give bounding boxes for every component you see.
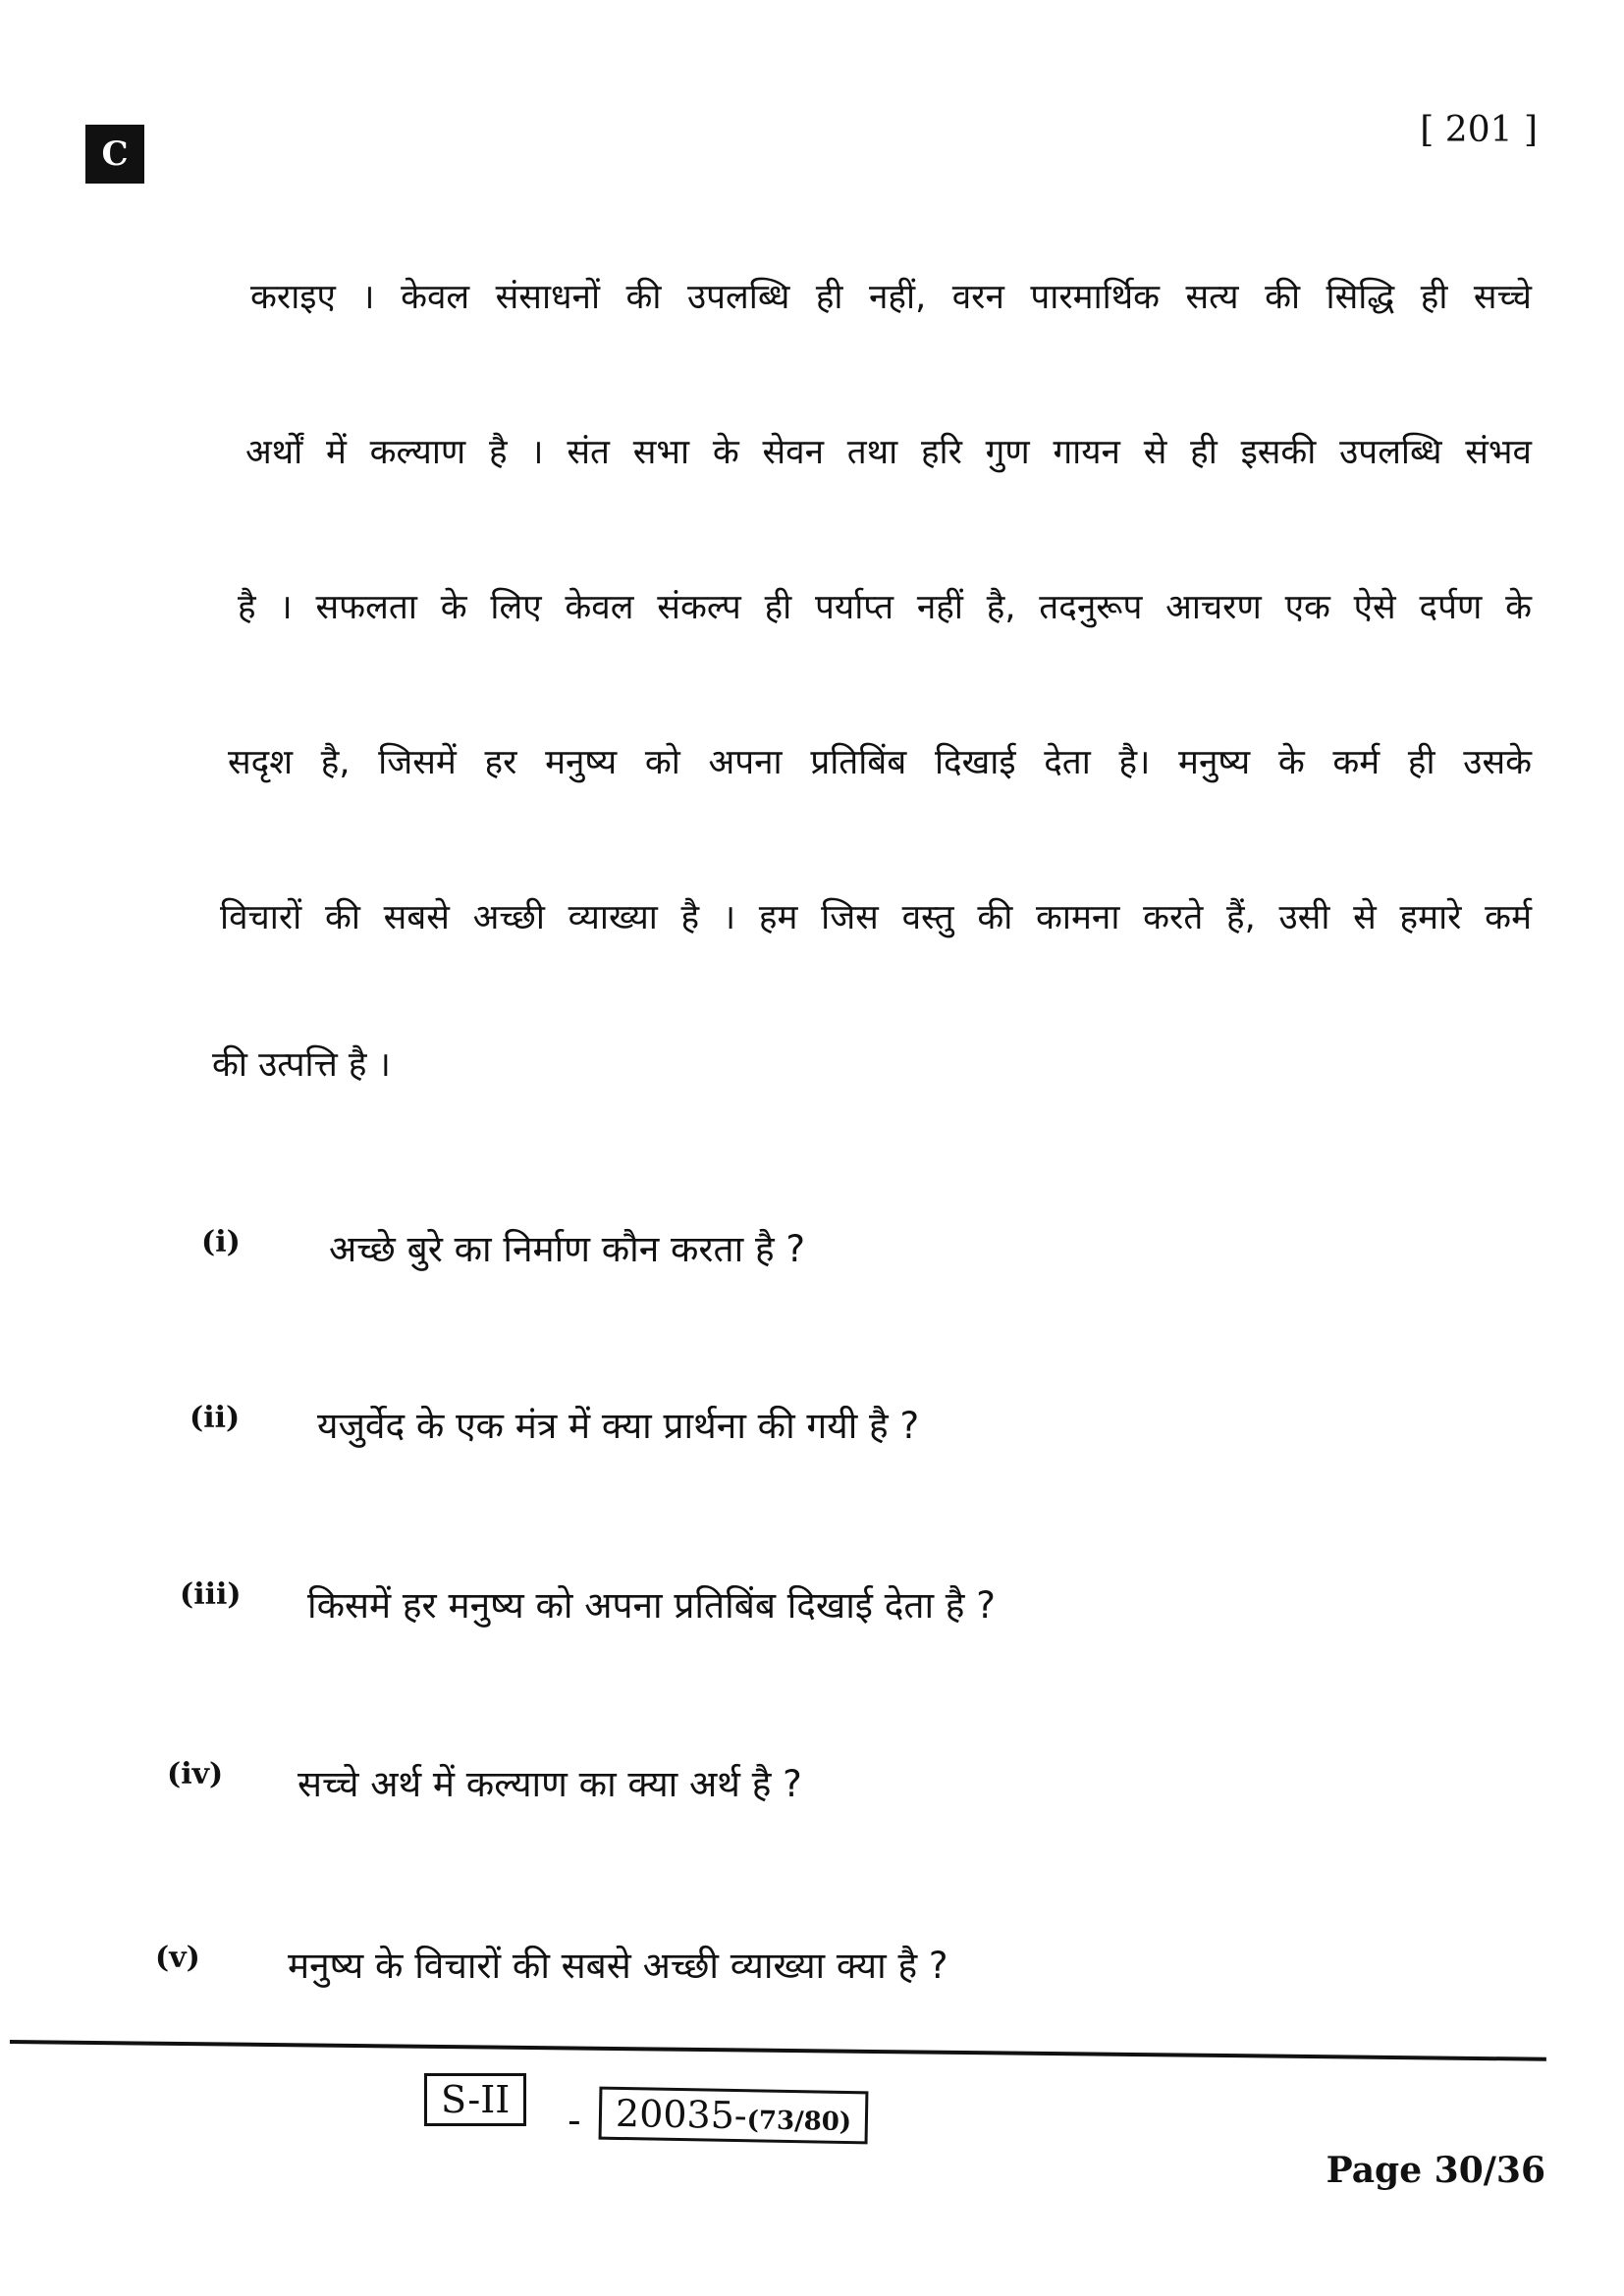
paper-code: 20035- <box>615 2091 748 2138</box>
page-reference: [ 201 ] <box>1420 110 1538 150</box>
question-number: (ii) <box>189 1401 241 1435</box>
passage-line: कराइए । केवल संसाधनों की उपलब्धि ही नहीं, वरन पारमार्थिक सत्य की सिद्धि ही सच्चे <box>250 278 1532 317</box>
question-text: यजुर्वेद के एक मंत्र में क्या प्रार्थना की गयी है ? <box>317 1405 920 1447</box>
question-text: सच्चे अर्थ में कल्याण का क्या अर्थ है ? <box>298 1763 802 1805</box>
passage-line: की उत्पत्ति है । <box>212 1045 391 1085</box>
question-text: अच्छे बुरे का निर्माण कौन करता है ? <box>329 1228 806 1270</box>
question-text: किसमें हर मनुष्य को अपना प्रतिबिंब दिखाई देता है ? <box>307 1584 996 1627</box>
paper-code-suffix: (73/80) <box>746 2106 852 2138</box>
series-box: S-II <box>424 2073 526 2126</box>
section-badge: C <box>85 125 144 184</box>
footer-divider <box>10 2040 1546 2061</box>
passage-line: अर्थों में कल्याण है । संत सभा के सेवन तथा हरि गुण गायन से ही इसकी उपलब्धि संभव <box>245 433 1532 472</box>
passage-line: है । सफलता के लिए केवल संकल्प ही पर्याप्त नहीं है, तदनुरूप आचरण एक ऐसे दर्पण के <box>238 588 1532 627</box>
question-number: (i) <box>201 1225 241 1259</box>
page-number: Page 30/36 <box>1326 2150 1545 2191</box>
question-number: (v) <box>155 1941 200 1975</box>
question-text: मनुष्य के विचारों की सबसे अच्छी व्याख्या क्या है ? <box>288 1945 948 1987</box>
question-number: (iv) <box>167 1757 224 1791</box>
question-number: (iii) <box>180 1577 242 1612</box>
passage-line: सदृश है, जिसमें हर मनुष्य को अपना प्रतिबिंब दिखाई देता है। मनुष्य के कर्म ही उसके <box>228 743 1532 782</box>
footer-separator: - <box>568 2099 581 2142</box>
passage-line: विचारों की सबसे अच्छी व्याख्या है । हम जिस वस्तु की कामना करते हैं, उसी से हमारे कर्म <box>220 898 1532 937</box>
code-box <box>599 2087 869 2145</box>
